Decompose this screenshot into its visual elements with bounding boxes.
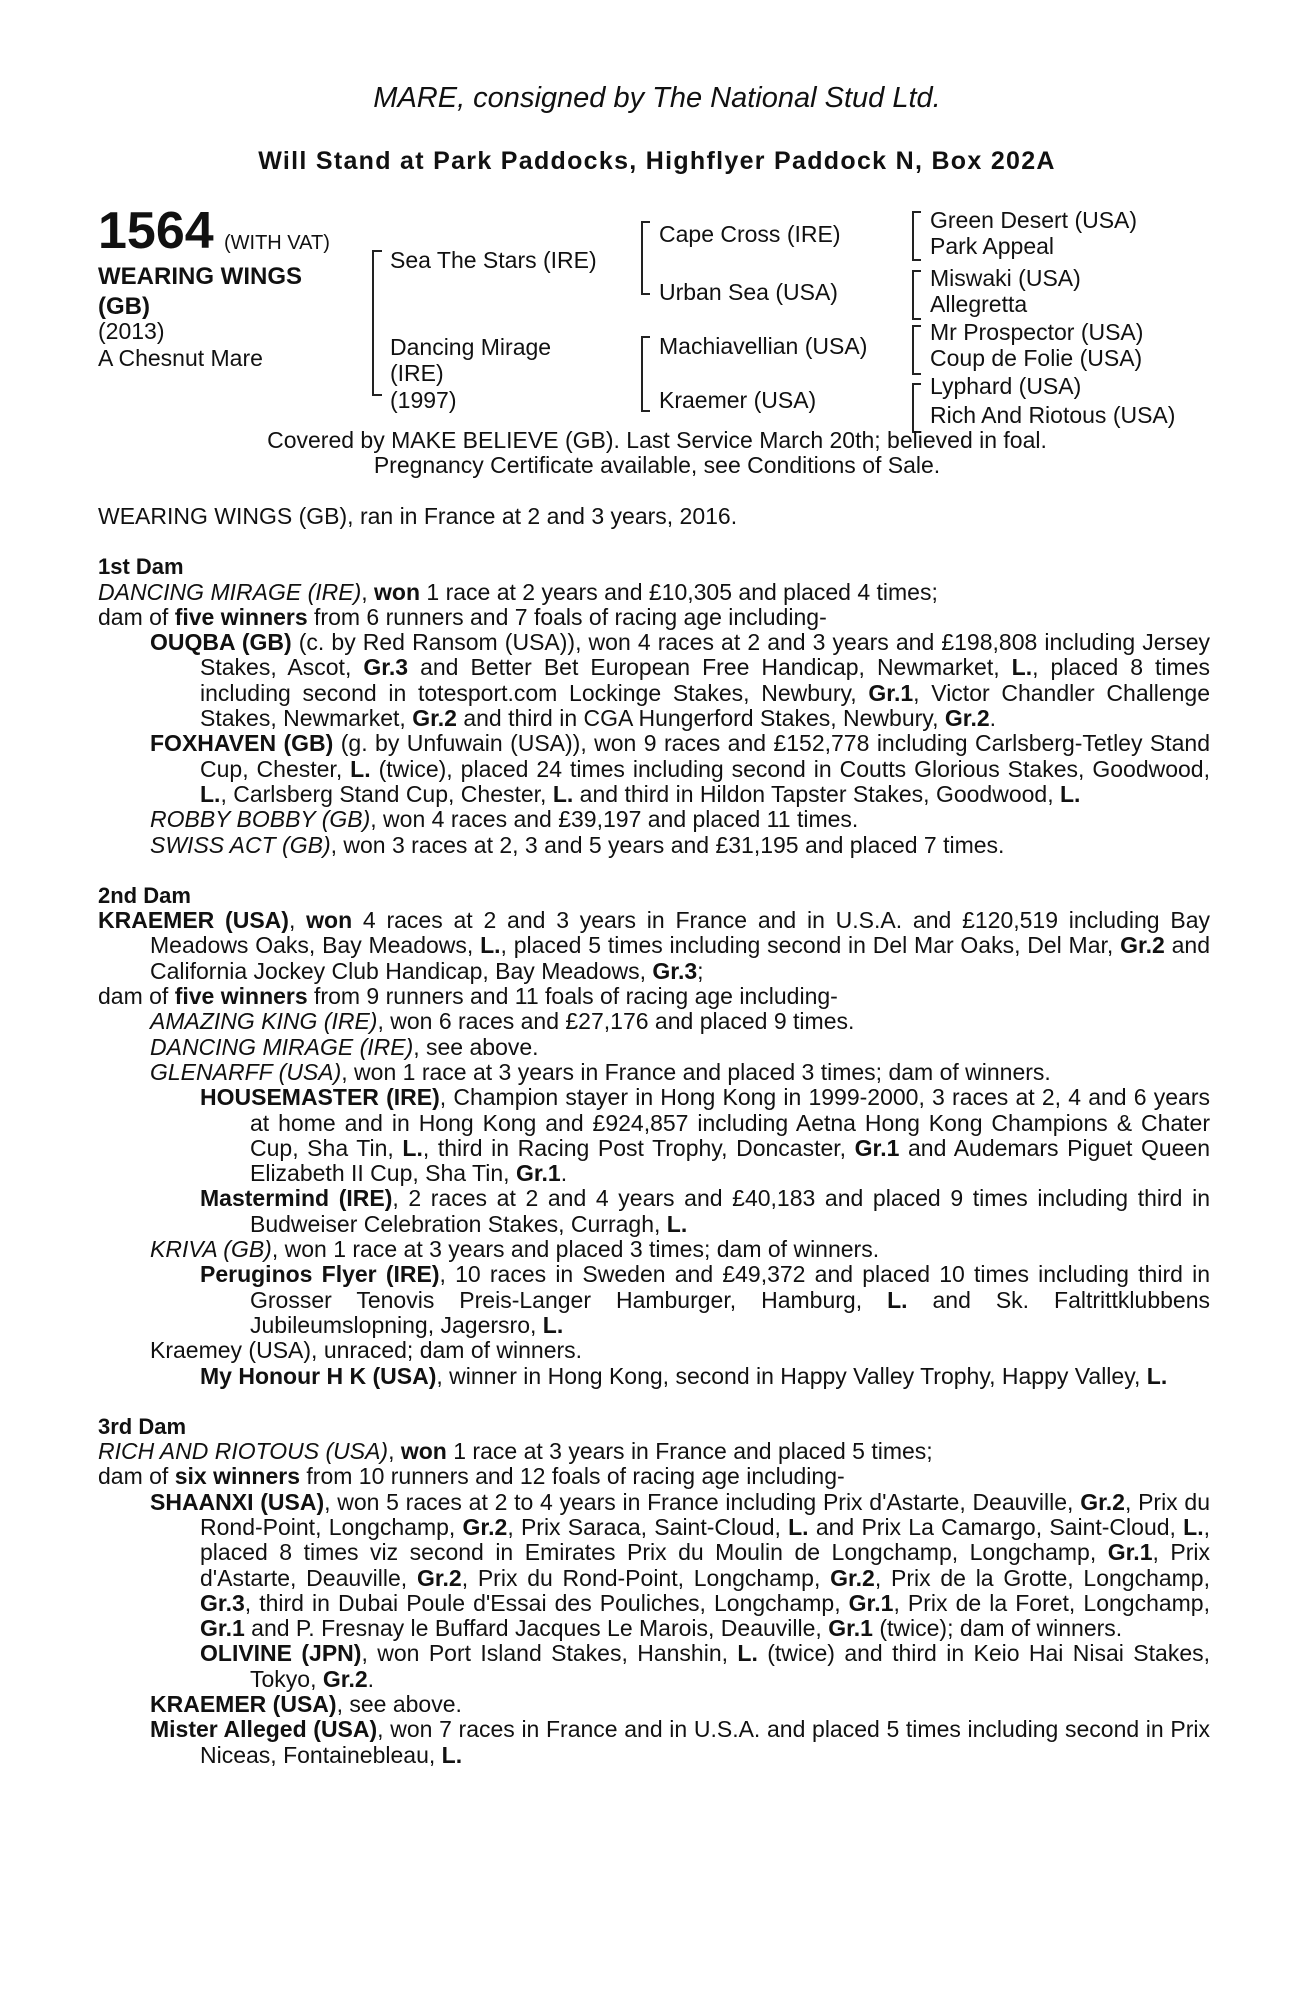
produce-entry: FOXHAVEN (GB) (g. by Unfuwain (USA)), won 9 races and £152,778 including Carlsberg-Tetley Stand Cup, Chester, L. (twice), placed 24 times including second in Coutts Glorious Stakes, Goodwood, L., Carlsberg Stand Cup, Chester, L. and third in Hildon Tapster Stakes, Goodwood, L. xyxy=(150,730,1211,807)
race-summary: WEARING WINGS (GB), ran in France at 2 and 3 years, 2016. xyxy=(98,503,738,529)
pedigree-gen3: Park Appeal xyxy=(930,233,1055,259)
catalogue-body xyxy=(98,504,1210,1768)
pedigree-bracket xyxy=(912,325,921,375)
produce-entry: OUQBA (GB) (c. by Red Ransom (USA)), won 4 races at 2 and 3 years and £198,808 including Jersey Stakes, Ascot, Gr.3 and Better Bet European Free Handicap, Newmarket, L., placed 8 times including second in totesport.com Lockinge Stakes, Newbury, Gr.1, Victor Chandler Challenge Stakes, Newmarket, Gr.2 and third in CGA Hungerford Stakes, Newbury, Gr.2. xyxy=(150,629,1210,732)
produce-entry: AMAZING KING (IRE), won 6 races and £27,176 and placed 9 times. xyxy=(150,1008,855,1035)
second-dam-heading: 2nd Dam xyxy=(98,882,191,908)
first-dam-record: DANCING MIRAGE (IRE), won 1 race at 2 years and £10,305 and placed 4 times; xyxy=(98,578,938,605)
pedigree-gen3: Lyphard (USA) xyxy=(930,373,1082,399)
pedigree-gen3: Allegretta xyxy=(930,291,1028,317)
third-dam-produce-summary: dam of six winners from 10 runners and 12 foals of racing age including- xyxy=(98,1463,845,1490)
produce-entry: SWISS ACT (GB), won 3 races at 2, 3 and 5 years and £31,195 and placed 7 times. xyxy=(150,831,1005,858)
horse-name: WEARING WINGS (GB) xyxy=(98,263,302,320)
produce-entry: DANCING MIRAGE (IRE), see above. xyxy=(150,1033,539,1060)
consignor-line: MARE, consigned by The National Stud Ltd. xyxy=(373,82,941,114)
third-dam-record: RICH AND RIOTOUS (USA), won 1 race at 3 years in France and placed 5 times; xyxy=(98,1438,933,1465)
produce-entry: ROBBY BOBBY (GB), won 4 races and £39,197 and placed 11 times. xyxy=(150,806,859,833)
produce-entry: KRAEMER (USA), see above. xyxy=(150,1691,462,1718)
produce-entry: KRIVA (GB), won 1 race at 3 years and placed 3 times; dam of winners. xyxy=(150,1236,880,1263)
stand-location: Will Stand at Park Paddocks, Highflyer Paddock N, Box 202A xyxy=(258,147,1056,175)
grand-produce-entry: HOUSEMASTER (IRE), Champion stayer in Hong Kong in 1999-2000, 3 races at 2, 4 and 6 years at home and in Hong Kong and £924,857 including Aetna Hong Kong Champions & Chater Cup, Sha Tin, L., third in Racing Post Trophy, Doncaster, Gr.1 and Audemars Piguet Queen Elizabeth II Cup, Sha Tin, Gr.1. xyxy=(200,1084,1211,1187)
pedigree-bracket xyxy=(372,250,382,396)
pedigree-gen3: Miswaki (USA) xyxy=(930,265,1081,291)
pedigree-dam-dam: Kraemer (USA) xyxy=(659,387,817,413)
pedigree-gen3: Rich And Riotous (USA) xyxy=(930,402,1176,428)
pedigree-gen3: Green Desert (USA) xyxy=(930,207,1138,233)
pedigree-bracket xyxy=(641,336,650,412)
grand-produce-entry: OLIVINE (JPN), won Port Island Stakes, Hanshin, L. (twice) and third in Keio Hai Nisai Stakes, Tokyo, Gr.2. xyxy=(200,1640,1211,1692)
vat-note: (WITH VAT) xyxy=(224,232,330,254)
pedigree-bracket xyxy=(912,383,921,433)
pedigree-dam-country: (IRE) xyxy=(390,360,444,386)
produce-entry: Mister Alleged (USA), won 7 races in France and in U.S.A. and placed 5 times including second in Prix Niceas, Fontainebleau, L. xyxy=(150,1716,1210,1768)
lot-number: 1564 xyxy=(98,202,214,260)
second-dam-produce-summary: dam of five winners from 9 runners and 11 foals of racing age including- xyxy=(98,983,838,1010)
first-dam-heading: 1st Dam xyxy=(98,554,184,580)
horse-description: A Chesnut Mare xyxy=(98,345,263,371)
produce-entry: Kraemey (USA), unraced; dam of winners. xyxy=(150,1337,583,1364)
pedigree-gen3: Coup de Folie (USA) xyxy=(930,345,1143,371)
produce-entry: GLENARFF (USA), won 1 race at 3 years in France and placed 3 times; dam of winners. xyxy=(150,1058,1051,1085)
pedigree-sire-sire: Cape Cross (IRE) xyxy=(659,221,841,247)
pedigree-dam: Dancing Mirage xyxy=(390,334,552,360)
grand-produce-entry: Peruginos Flyer (IRE), 10 races in Sweden and £49,372 and placed 10 times including third in Grosser Tenovis Preis-Langer Hamburger, Hamburg, L. and Sk. Faltrittklubbens Jubileumslopning, Jagersro, L. xyxy=(200,1261,1211,1338)
first-dam-produce-summary: dam of five winners from 6 runners and 7 foals of racing age including- xyxy=(98,603,827,630)
pedigree-dam-year: (1997) xyxy=(390,387,457,413)
covered-line: Covered by MAKE BELIEVE (GB). Last Service March 20th; believed in foal. xyxy=(267,427,1047,453)
pedigree-bracket xyxy=(912,270,921,320)
pregnancy-line: Pregnancy Certificate available, see Conditions of Sale. xyxy=(373,452,941,478)
third-dam-heading: 3rd Dam xyxy=(98,1413,187,1439)
second-dam-record: KRAEMER (USA), won 4 races at 2 and 3 years in France and in U.S.A. and £120,519 including Bay Meadows Oaks, Bay Meadows, L., placed 5 times including second in Del Mar Oaks, Del Mar, Gr.2 and California Jockey Club Handicap, Bay Meadows, Gr.3; xyxy=(98,907,1210,984)
grand-produce-entry: My Honour H K (USA), winner in Hong Kong, second in Happy Valley Trophy, Happy Valley, L. xyxy=(200,1362,1168,1389)
pedigree-bracket xyxy=(912,211,921,261)
grand-produce-entry: Mastermind (IRE), 2 races at 2 and 4 years and £40,183 and placed 9 times including third in Budweiser Celebration Stakes, Curragh, L. xyxy=(200,1185,1210,1237)
horse-year: (2013) xyxy=(98,318,165,344)
pedigree-bracket xyxy=(641,221,650,295)
pedigree-sire-dam: Urban Sea (USA) xyxy=(659,279,838,305)
pedigree-sire: Sea The Stars (IRE) xyxy=(390,247,597,273)
pedigree-dam-sire: Machiavellian (USA) xyxy=(659,333,868,359)
pedigree-gen3: Mr Prospector (USA) xyxy=(930,319,1144,345)
produce-entry: SHAANXI (USA), won 5 races at 2 to 4 years in France including Prix d'Astarte, Deauville, Gr.2, Prix du Rond-Point, Longchamp, Gr.2, Prix Saraca, Saint-Cloud, L. and Prix La Camargo, Saint-Cloud, L., placed 8 times viz second in Emirates Prix du Moulin de Longchamp, Longchamp, Gr.1, Prix d'Astarte, Deauville, Gr.2, Prix du Rond-Point, Longchamp, Gr.2, Prix de la Grotte, Longchamp, Gr.3, third in Dubai Poule d'Essai des Pouliches, Longchamp, Gr.1, Prix de la Foret, Longchamp, Gr.1 and P. Fresnay le Buffard Jacques Le Marois, Deauville, Gr.1 (twice); dam of winners. xyxy=(150,1488,1211,1642)
